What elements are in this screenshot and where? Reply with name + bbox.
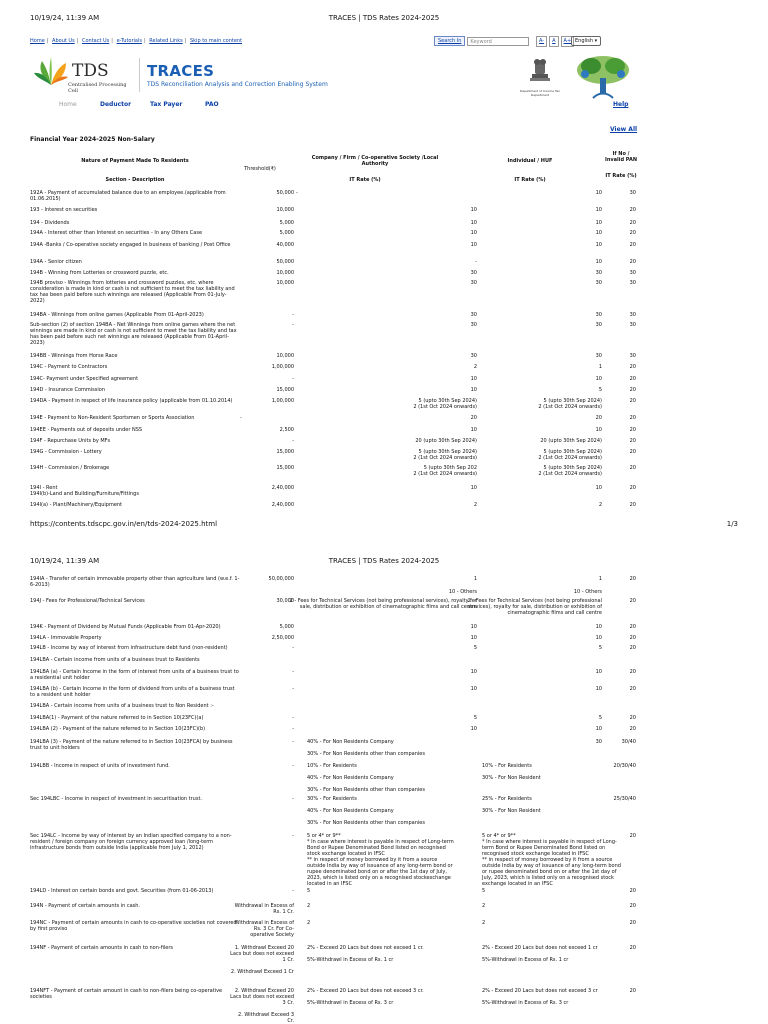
nav-taxpayer[interactable]: Tax Payer: [150, 101, 183, 108]
threshold-cell: 15,000: [276, 449, 294, 455]
threshold-cell: -: [292, 686, 294, 692]
search-in-button[interactable]: Search In: [434, 36, 465, 46]
section-cell: 194LBA(1) - Payment of the nature referred to in Section 10(23FC)(a): [30, 715, 204, 721]
nopan-rate-cell: 20: [629, 945, 636, 951]
threshold-cell: 2,40,000: [271, 502, 294, 508]
fy-title: Financial Year 2024-2025 Non-Salary: [30, 136, 155, 143]
nopan-rate-cell: 20: [629, 242, 636, 248]
nopan-rate-cell: 20: [629, 686, 636, 692]
individual-rate-cell: 10: [595, 259, 602, 265]
company-rate-cell: 30: [470, 322, 477, 328]
nopan-rate-cell: 20: [629, 449, 636, 455]
tds-logo[interactable]: [32, 55, 132, 95]
section-cell: 194A - Interest other than Interest on securities - In any Others Case: [30, 230, 203, 236]
nopan-rate-cell: 20: [629, 726, 636, 732]
section-cell: 194LBA (3) - Payment of the nature referred to in Section 10(23FCA) by business trust to unit holders: [30, 739, 233, 751]
utility-bar: [30, 36, 738, 48]
nopan-rate-cell: 20: [629, 259, 636, 265]
about-us-link[interactable]: About Us: [52, 38, 75, 44]
skip-to-main-link[interactable]: Skip to main content: [189, 38, 243, 44]
section-cell: 194IA - Transfer of certain immovable property other than agriculture land (w.e.f. 1-6-2013): [30, 576, 240, 588]
company-rate-cell: 10 - Others: [448, 589, 477, 595]
company-rate-cell: 10: [470, 387, 477, 393]
company-rate-cell: 2: [473, 364, 477, 370]
national-emblem: [516, 56, 564, 97]
individual-rate-cell: 10: [595, 669, 602, 675]
section-cell: 193 - Interest on securities: [30, 207, 98, 213]
dash-cell: -: [240, 415, 242, 421]
company-rate-cell: 2: [473, 502, 477, 508]
individual-rate-cell: 2: [598, 502, 602, 508]
section-cell: 194N - Payment of certain amounts in cash.: [30, 903, 141, 909]
section-cell: 194E - Payment to Non-Resident Sportsmen or Sports Association: [30, 415, 195, 421]
threshold-cell: -: [292, 763, 294, 769]
nopan-rate-cell: 20: [629, 988, 636, 994]
nopan-rate-cell: 20: [629, 207, 636, 213]
header-threshold: Threshold(₹): [244, 166, 276, 172]
threshold-cell: -: [292, 833, 294, 839]
individual-rate-cell: 2% - Exceed 20 Lacs but does not exceed 1 cr 5%-Withdrawl in Excess of Rs. 1 cr: [482, 945, 598, 963]
section-cell: 194LBB - Income in respect of units of investment fund.: [30, 763, 170, 769]
individual-rate-cell: 10: [595, 376, 602, 382]
nopan-rate-cell: 20: [629, 415, 636, 421]
nopan-rate-cell: 20: [629, 635, 636, 641]
company-rate-cell: 1: [473, 576, 477, 582]
section-cell: 194B proviso - Winnings from lotteries and crossword puzzles, etc. where consideration is made in kind or cash is not sufficient to meet the tax liability and tax has been paid before such winnings are released (Applicable From 01-July-2022): [30, 280, 235, 304]
company-rate-cell: -: [475, 259, 477, 265]
threshold-cell: 2,50,000: [271, 635, 294, 641]
individual-rate-cell: 10: [595, 624, 602, 630]
section-cell: 194LBA (2) - Payment of the nature referred to in Section 10(23FC)(b): [30, 726, 206, 732]
section-cell: 194C - Payment to Contractors: [30, 364, 108, 370]
section-cell: 194BB - Winnings from Horse Race: [30, 353, 118, 359]
header-nopan: If No / Invalid PAN: [604, 151, 638, 163]
company-rate-cell: 30: [470, 270, 477, 276]
emblem-icon: [516, 56, 564, 86]
company-rate-cell: 10: [470, 242, 477, 248]
threshold-cell: 5,000: [279, 220, 294, 226]
company-rate-cell: 2% - Exceed 20 Lacs but does not exceed 1 cr. 5%-Withdrawl in Excess of Rs. 1 cr: [307, 945, 424, 963]
print-url: https://contents.tdscpc.gov.in/en/tds-2024-2025.html: [30, 520, 218, 528]
individual-rate-cell: 2: [482, 903, 486, 909]
print-header: [30, 14, 738, 22]
threshold-cell: 1,00,000: [271, 364, 294, 370]
section-cell: 194LD - Interest on certain bonds and govt. Securities (from 01-06-2013): [30, 888, 214, 894]
individual-rate-cell: 5: [598, 387, 602, 393]
header-company: Company / Firm / Co-operative Society /Local Authority: [311, 155, 439, 167]
individual-rate-cell: 2: [482, 920, 486, 926]
print-datetime-2: 10/19/24, 11:39 AM: [30, 557, 100, 565]
font-normal-button[interactable]: A: [549, 36, 558, 47]
threshold-cell: 10,000: [276, 280, 294, 286]
threshold-cell: -: [292, 796, 294, 802]
company-rate-cell: 20 (upto 30th Sep 2024): [415, 438, 477, 444]
company-rate-cell: 10: [470, 624, 477, 630]
company-rate-cell: 2: [307, 920, 311, 926]
company-rate-cell: 2% - Exceed 20 Lacs but does not exceed 3 cr. 5%-Withdrawl in Excess of Rs. 3 cr: [307, 988, 424, 1006]
company-rate-cell: 5: [473, 645, 477, 651]
threshold-cell: 50,000: [276, 259, 294, 265]
individual-rate-cell: 30: [595, 322, 602, 328]
nopan-rate-cell: 20: [629, 669, 636, 675]
language-select[interactable]: [571, 36, 601, 46]
tds-leaf-icon: [32, 55, 70, 95]
threshold-cell: -: [292, 739, 294, 745]
individual-rate-cell: 10: [595, 427, 602, 433]
company-rate-cell: 5: [473, 715, 477, 721]
header-it-rate-company: IT Rate (%): [349, 177, 381, 183]
company-rate-cell: 10% - For Residents 40% - For Non Residents Company 30% - For Non Residents other than companies: [307, 763, 425, 793]
tree-icon: [573, 52, 633, 100]
section-cell: 194C- Payment under Specified agreement: [30, 376, 139, 382]
header-it-rate-nopan: IT Rate (%): [605, 173, 637, 179]
threshold-cell: 50,000: [276, 190, 294, 196]
nopan-rate-cell: 30: [629, 280, 636, 286]
individual-rate-cell: 30: [595, 270, 602, 276]
company-rate-cell: 5 (upto 30th Sep 2024) 2 (1st Oct 2024 onwards): [413, 449, 477, 461]
nopan-rate-cell: 30: [629, 322, 636, 328]
section-cell: 194LBA (a) - Certain Income in the form of interest from units of a business trust to a residential unit holder: [30, 669, 239, 681]
threshold-cell: 10,000: [276, 207, 294, 213]
individual-rate-cell: 25% - For Residents 30% - For Non Resident: [482, 796, 541, 814]
company-rate-cell: 10: [470, 376, 477, 382]
threshold-cell: 1,00,000: [271, 398, 294, 404]
emblem-caption: Department of Income Tax Department: [520, 89, 560, 97]
traces-brand: TRACES: [147, 62, 215, 80]
section-cell: 194 - Dividends: [30, 220, 70, 226]
threshold-cell: Withdrawal in Excess of Rs. 3 Cr. For Co-operative Society: [234, 920, 294, 938]
section-cell: Sec 194LC - Income by way of interest by an Indian specified company to a non-resident / foreign company on foreign currency approved loan /long-term infrastructure bonds from outside India (applicable from July 1, 2012): [30, 833, 232, 851]
nav-deductor[interactable]: Deductor: [100, 101, 132, 108]
threshold-cell: 50,00,000: [268, 576, 294, 582]
nopan-rate-cell: 20: [629, 502, 636, 508]
company-rate-cell: 30: [470, 353, 477, 359]
company-rate-cell: 40% - For Non Residents Company 30% - For Non Residents other than companies: [307, 739, 425, 757]
section-cell: 194A -Banks / Co-operative society engaged in business of banking / Post Office: [30, 242, 231, 248]
section-cell: Sec 194LBC - Income in respect of investment in securitisation trust.: [30, 796, 202, 802]
section-cell: 194K - Payment of Dividend by Mutual Funds (Applicable From 01-Apr-2020): [30, 624, 221, 630]
nopan-rate-cell: 20: [629, 438, 636, 444]
header-it-rate-individual: IT Rate (%): [514, 177, 546, 183]
nopan-rate-cell: 20/30/40: [613, 763, 636, 769]
company-rate-cell: 10: [470, 635, 477, 641]
threshold-cell: 5,000: [279, 624, 294, 630]
threshold-cell: -: [292, 322, 294, 328]
individual-rate-cell: 2% - Exceed 20 Lacs but does not exceed 3 cr 5%-Withdrawl in Excess of Rs. 3 cr: [482, 988, 598, 1006]
threshold-cell: -: [292, 726, 294, 732]
nopan-rate-cell: 20: [629, 624, 636, 630]
e-tutorials-link[interactable]: e-Tutorials: [116, 38, 142, 44]
company-rate-cell: 2: [307, 903, 311, 909]
tds-wordmark: TDS: [72, 61, 109, 81]
section-cell: 194A - Senior citizen: [30, 259, 82, 265]
individual-rate-cell: 10 - Others: [573, 589, 602, 595]
individual-rate-cell: 5: [482, 888, 486, 894]
threshold-cell: 5,000: [279, 230, 294, 236]
section-cell: 194LB - Income by way of interest from infrastructure debt fund (non-resident): [30, 645, 228, 651]
company-rate-cell: 10: [470, 427, 477, 433]
individual-rate-cell: 20: [595, 415, 602, 421]
font-decrease-button[interactable]: A-: [536, 36, 547, 47]
tree-graphic: [573, 52, 633, 100]
individual-rate-cell: 2 - Fees for Technical Services (not being professional services), royalty for sale, distribution or exhibition of cinematographic films and call centre: [467, 598, 602, 616]
company-rate-cell: 2 - Fees for Technical Services (not being professional services), royalty for sale, distribution or exhibition of cinematographic films and call centre: [289, 598, 477, 610]
company-rate-cell: 30: [470, 280, 477, 286]
threshold-cell: 2,500: [279, 427, 294, 433]
company-rate-cell: 10: [470, 485, 477, 491]
print-header-2: [30, 557, 738, 565]
individual-rate-cell: 5: [598, 645, 602, 651]
section-cell: 194DA - Payment in respect of life insurance policy (applicable from 01.10.2014): [30, 398, 233, 404]
individual-rate-cell: 10: [595, 190, 602, 196]
company-rate-cell: 10: [470, 220, 477, 226]
section-cell: 194F - Repurchase Units by MFs: [30, 438, 111, 444]
header-individual: Individual / HUF: [507, 158, 553, 164]
individual-rate-cell: 10: [595, 686, 602, 692]
company-rate-cell: 10: [470, 207, 477, 213]
individual-rate-cell: 30: [595, 739, 602, 745]
threshold-cell: -: [292, 715, 294, 721]
company-rate-cell: 20: [470, 415, 477, 421]
company-rate-cell: 30: [470, 312, 477, 318]
font-increase-button[interactable]: A+: [561, 36, 575, 47]
logo-divider: [139, 58, 140, 92]
section-cell: 194LBA (b) - Certain Income in the form of dividend from units of a business trust to a resident unit holder: [30, 686, 235, 698]
section-cell: 192A - Payment of accumulated balance due to an employee.(applicable from 01.06.2015): [30, 190, 226, 202]
nopan-rate-cell: 30: [629, 190, 636, 196]
nopan-rate-cell: 20: [629, 715, 636, 721]
individual-rate-cell: 10: [595, 242, 602, 248]
section-cell: 194B - Winning from Lotteries or crossword puzzle, etc.: [30, 270, 169, 276]
nopan-rate-cell: 20: [629, 833, 636, 839]
nopan-rate-cell: 20: [629, 920, 636, 926]
nopan-rate-cell: 20: [629, 387, 636, 393]
threshold-cell: Withdrawal in Excess of Rs. 1 Cr.: [234, 903, 294, 915]
individual-rate-cell: 5 (upto 30th Sep 2024) 2 (1st Oct 2024 onwards): [538, 398, 602, 410]
nopan-rate-cell: 20: [629, 576, 636, 582]
nopan-rate-cell: 20: [629, 485, 636, 491]
individual-rate-cell: 1: [598, 364, 602, 370]
individual-rate-cell: 5 or 4* or 9** * In case where interest is payable in respect of Long-term Bond or Rupee Denominated Bond listed on recognised stock exchange located in IFSC ** in respect of money borrowed by it from a source outside India by way of issuance of any long-term bond or rupee denominated bond on or after the 1st day of July, 2023, which is listed only on a recognised stock exchange located in an IFSC: [482, 833, 621, 887]
related-links-link[interactable]: Related Links: [149, 38, 183, 44]
section-cell: 194NFT - Payment of certain amount in cash to non-filers being co-operative societies: [30, 988, 223, 1000]
company-rate-cell: 10: [470, 669, 477, 675]
nopan-rate-cell: 20: [629, 220, 636, 226]
nopan-rate-cell: 25/30/40: [613, 796, 636, 802]
individual-rate-cell: 10: [595, 485, 602, 491]
nopan-rate-cell: 20: [629, 230, 636, 236]
threshold-cell: -: [292, 888, 294, 894]
nopan-rate-cell: 20: [629, 398, 636, 404]
individual-rate-cell: 30: [595, 280, 602, 286]
view-all-link[interactable]: View All: [610, 126, 638, 133]
section-cell: 194LBA - Certain income from units of a business trust to Residents: [30, 657, 200, 663]
section-cell: 194NC - Payment of certain amounts in cash to co-operative societies not covered by first proviso: [30, 920, 237, 932]
threshold-cell: 40,000: [276, 242, 294, 248]
nopan-rate-cell: 20: [629, 364, 636, 370]
section-cell: Sub-section (2) of section 194BA - Net Winnings from online games where the net winnings are made in kind or cash is not sufficient to meet the tax liability and tax has been paid before such net winnings are released (Applicable From 01-April-2023): [30, 322, 237, 346]
section-cell: 194H - Commission / Brokerage: [30, 465, 110, 471]
individual-rate-cell: 20 (upto 30th Sep 2024): [540, 438, 602, 444]
dash-cell: -: [296, 190, 298, 196]
search-area: [434, 36, 529, 46]
individual-rate-cell: 10: [595, 635, 602, 641]
header-nature: Nature of Payment Made To Residents: [81, 158, 189, 164]
section-cell: 194J - Fees for Professional/Technical Services: [30, 598, 145, 604]
section-cell: 194I(a) - Plant/Machinery/Equipment: [30, 502, 123, 508]
company-rate-cell: 10: [470, 230, 477, 236]
traces-tagline: TDS Reconciliation Analysis and Correction Enabling System: [147, 81, 328, 88]
print-datetime: 10/19/24, 11:39 AM: [30, 14, 100, 22]
threshold-cell: 1. Withdrawl Exceed 20 Lacs but does not exceed 1 Cr. 2. Withdrawl Exceed 1 Cr: [230, 945, 294, 975]
nopan-rate-cell: 20: [629, 376, 636, 382]
tds-subtitle: Centralised Processing Cell: [68, 82, 127, 94]
company-rate-cell: 5 (upto 30th Sep 2024) 2 (1st Oct 2024 onwards): [413, 398, 477, 410]
section-cell: 194G - Commission - Lottery: [30, 449, 102, 455]
section-cell: 194D - Insurance Commission: [30, 387, 106, 393]
threshold-cell: 2. Withdrawl Exceed 20 Lacs but does not exceed 3 Cr. 2. Withdrawl Exceed 3 Cr.: [230, 988, 294, 1024]
individual-rate-cell: 1: [598, 576, 602, 582]
print-title: TRACES | TDS Rates 2024-2025: [328, 14, 440, 22]
individual-rate-cell: 5 (upto 30th Sep 2024) 2 (1st Oct 2024 onwards): [538, 449, 602, 461]
top-links: Home | About Us | Contact Us | e-Tutorials | Related Links | Skip to main content: [30, 38, 243, 44]
threshold-cell: 15,000: [276, 465, 294, 471]
individual-rate-cell: 10: [595, 207, 602, 213]
nav-pao[interactable]: PAO: [205, 101, 219, 108]
print-title-2: TRACES | TDS Rates 2024-2025: [328, 557, 440, 565]
company-rate-cell: 10: [470, 686, 477, 692]
print-footer-1: [30, 520, 738, 528]
nopan-rate-cell: 20: [629, 903, 636, 909]
contact-us-link[interactable]: Contact Us: [81, 38, 110, 44]
individual-rate-cell: 10: [595, 220, 602, 226]
nopan-rate-cell: 30/40: [621, 739, 636, 745]
nopan-rate-cell: 20: [629, 645, 636, 651]
home-link[interactable]: Home: [30, 38, 45, 44]
threshold-cell: 10,000: [276, 353, 294, 359]
font-size-controls: [536, 36, 574, 47]
company-rate-cell: 10: [470, 726, 477, 732]
company-rate-cell: 5 (upto 30th Sep 202 2 (1st Oct 2024 onwards): [413, 465, 477, 477]
nopan-rate-cell: 30: [629, 270, 636, 276]
threshold-cell: 15,000: [276, 387, 294, 393]
nopan-rate-cell: 20: [629, 888, 636, 894]
company-rate-cell: 30% - For Residents 40% - For Non Residents Company 30% - For Non Residents other than companies: [307, 796, 425, 826]
nopan-rate-cell: 20: [629, 427, 636, 433]
threshold-cell: -: [292, 669, 294, 675]
section-cell: 194EE - Payments out of deposits under NSS: [30, 427, 143, 433]
section-cell: 194LA - Immovable Property: [30, 635, 102, 641]
main-nav: [30, 99, 738, 111]
nopan-rate-cell: 20: [629, 465, 636, 471]
section-cell: 194NF - Payment of certain amounts in cash to non-filers: [30, 945, 173, 951]
section-cell: 194BA - Winnings from online games (Applicable From 01-April-2023): [30, 312, 204, 318]
header-section: Section - Description: [105, 177, 165, 183]
nav-home[interactable]: Home: [59, 101, 77, 108]
nopan-rate-cell: 20: [629, 598, 636, 604]
nav-help[interactable]: Help: [613, 101, 629, 108]
threshold-cell: -: [292, 438, 294, 444]
threshold-cell: 2,40,000: [271, 485, 294, 491]
individual-rate-cell: 10: [595, 230, 602, 236]
individual-rate-cell: 30: [595, 353, 602, 359]
page-number-1: 1/3: [726, 520, 738, 528]
chevron-down-icon: ▾: [594, 38, 598, 44]
individual-rate-cell: 10% - For Residents 30% - For Non Resident: [482, 763, 541, 781]
threshold-cell: 10,000: [276, 270, 294, 276]
individual-rate-cell: 5 (upto 30th Sep 2024) 2 (1st Oct 2024 onwards): [538, 465, 602, 477]
section-cell: 194LBA - Certain income from units of a business trust to Non Resident :-: [30, 703, 214, 709]
nopan-rate-cell: 30: [629, 353, 636, 359]
language-value: English: [575, 38, 594, 44]
nopan-rate-cell: 30: [629, 312, 636, 318]
company-rate-cell: 5: [307, 888, 311, 894]
individual-rate-cell: 5: [598, 715, 602, 721]
threshold-cell: 30,000: [276, 598, 294, 604]
individual-rate-cell: 30: [595, 312, 602, 318]
threshold-cell: -: [292, 312, 294, 318]
company-rate-cell: 5 or 4* or 9** * In case where interest is payable in respect of Long-term Bond or Rupee Denominated Bond listed on recognised stock exchange located in IFSC ** in respect of money borrowed by it from a source outside India by way of issuance of any long-term bond or rupee denominated bond on or after the 1st day of July, 2023, which is listed only on a recognised stockexchange located in an IFSC: [307, 833, 454, 887]
section-cell: 194I - Rent 194I(b)-Land and Building/Furniture/Fittings: [30, 485, 139, 497]
threshold-cell: -: [292, 645, 294, 651]
threshold-cell: -: [292, 376, 294, 382]
search-input[interactable]: Keyword: [467, 37, 529, 46]
individual-rate-cell: 10: [595, 726, 602, 732]
